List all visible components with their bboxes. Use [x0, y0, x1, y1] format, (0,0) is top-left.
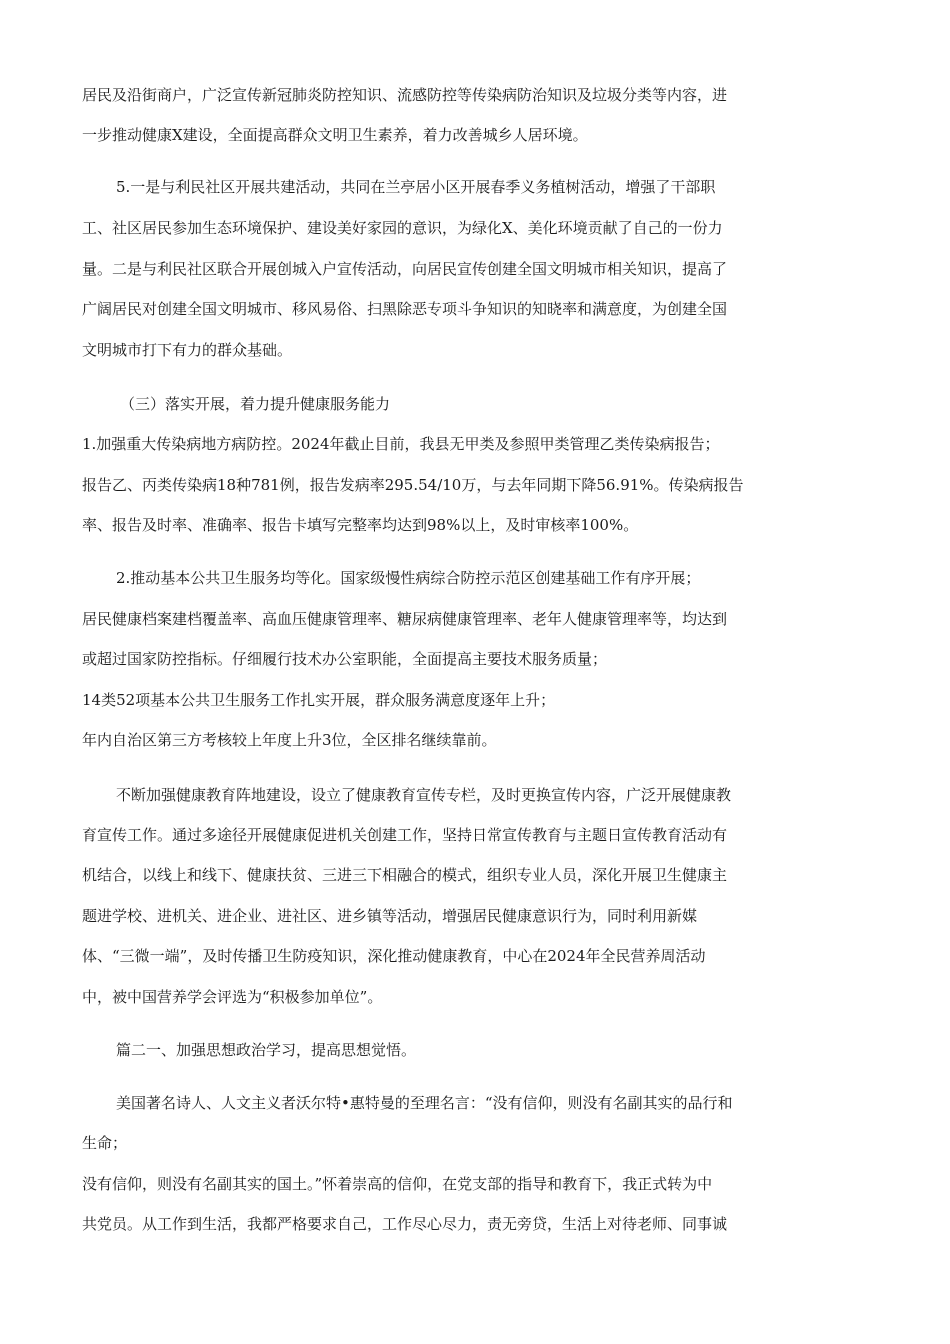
text-line: 工、社区居民参加生态环境保护、建设美好家园的意识，为绿化X、美化环境贡献了自己的一份力: [82, 219, 723, 237]
text-line: 不断加强健康教育阵地建设，设立了健康教育宣传专栏，及时更换宣传内容，广泛开展健康教: [116, 786, 732, 804]
text-line: 育宣传工作。通过多途径开展健康促进机关创建工作，坚持日常宣传教育与主题日宣传教育活动有: [82, 826, 728, 844]
section-heading: 篇二一、加强思想政治学习，提高思想觉悟。: [116, 1041, 417, 1059]
text-line: 14类52项基本公共卫生服务工作扎实开展，群众服务满意度逐年上升；: [82, 691, 556, 709]
text-line: 题进学校、进机关、进企业、进社区、进乡镇等活动，增强居民健康意识行为，同时利用新媒: [82, 907, 698, 925]
text-line: 美国著名诗人、人文主义者沃尔特•惠特曼的至理名言：“没有信仰，则没有名副其实的品行和: [116, 1094, 733, 1112]
text-line: 文明城市打下有力的群众基础。: [82, 341, 293, 359]
text-line: 机结合，以线上和线下、健康扶贫、三进三下相融合的模式，组织专业人员，深化开展卫生健康主: [82, 866, 728, 884]
text-line: 居民及沿街商户，广泛宣传新冠肺炎防控知识、流感防控等传染病防治知识及垃圾分类等内容，进: [82, 86, 728, 104]
text-line: 率、报告及时率、准确率、报告卡填写完整率均达到98%以上，及时审核率100%。: [82, 516, 639, 534]
text-line: 5.一是与利民社区开展共建活动，共同在兰亭居小区开展春季义务植树活动，增强了干部职: [116, 178, 716, 196]
text-line: 没有信仰，则没有名副其实的国土。”怀着崇高的信仰，在党支部的指导和教育下，我正式转为中: [82, 1175, 713, 1193]
text-line: 共党员。从工作到生活，我都严格要求自己，工作尽心尽力，责无旁贷，生活上对待老师、同事诚: [82, 1215, 728, 1233]
text-line: 一步推动健康X建设，全面提高群众文明卫生素养，着力改善城乡人居环境。: [82, 126, 588, 144]
text-line: 或超过国家防控指标。仔细履行技术办公室职能，全面提高主要技术服务质量；: [82, 650, 608, 668]
text-line: 2.推动基本公共卫生服务均等化。国家级慢性病综合防控示范区创建基础工作有序开展；: [116, 569, 701, 587]
text-line: 广阔居民对创建全国文明城市、移风易俗、扫黑除恶专项斗争知识的知晓率和满意度，为创建全国: [82, 300, 728, 318]
section-heading: （三）落实开展，着力提升健康服务能力: [120, 395, 391, 413]
text-line: 居民健康档案建档覆盖率、高血压健康管理率、糖尿病健康管理率、老年人健康管理率等，均达到: [82, 610, 728, 628]
text-line: 量。二是与利民社区联合开展创城入户宣传活动，向居民宣传创建全国文明城市相关知识，提高了: [82, 260, 728, 278]
text-line: 1.加强重大传染病地方病防控。2024年截止目前，我县无甲类及参照甲类管理乙类传染病报告；: [82, 435, 720, 453]
text-line: 生命；: [82, 1134, 128, 1152]
text-line: 年内自治区第三方考核较上年度上升3位，全区排名继续靠前。: [82, 731, 497, 749]
text-line: 中，被中国营养学会评选为“积极参加单位”。: [82, 988, 383, 1006]
text-line: 体、“三微一端”，及时传播卫生防疫知识，深化推动健康教育，中心在2024年全民营养周活动: [82, 947, 706, 965]
text-line: 报告乙、丙类传染病18种781例，报告发病率295.54/10万，与去年同期下降56.91%。传染病报告: [82, 476, 744, 494]
